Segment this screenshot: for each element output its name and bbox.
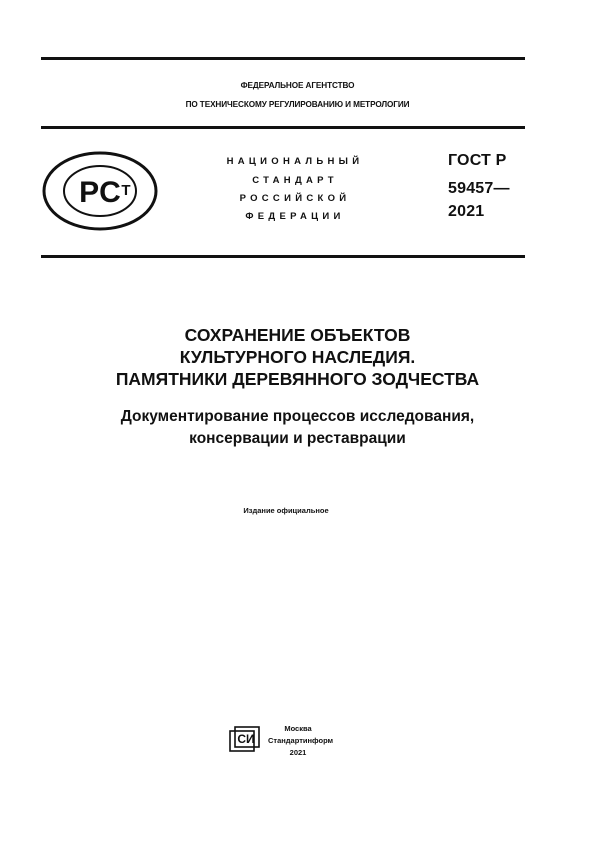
edition-note: Издание официальное (243, 506, 329, 515)
publisher-year: 2021 (289, 748, 307, 757)
standard-designation-year: 2021 (448, 203, 485, 220)
svg-text:PC: PC (79, 176, 121, 209)
standartinform-logo-icon (229, 726, 260, 752)
document-title-line1: СОХРАНЕНИЕ ОБЪЕКТОВ (184, 325, 411, 345)
top-rule (41, 57, 525, 60)
publisher-name: Стандартинформ (268, 736, 334, 745)
national-standard-line2: СТАНДАРТ (252, 175, 338, 186)
standard-designation-number: 59457— (448, 180, 510, 197)
national-standard-line4: ФЕДЕРАЦИИ (245, 211, 345, 222)
document-title-line3: ПАМЯТНИКИ ДЕРЕВЯННОГО ЗОДЧЕСТВА (115, 369, 480, 389)
middle-rule (41, 126, 525, 129)
standard-designation-prefix: ГОСТ Р (448, 152, 507, 169)
gost-r-logo-icon (42, 151, 158, 231)
svg-text:T: T (121, 182, 131, 199)
national-standard-line3: РОССИЙСКОЙ (239, 193, 351, 204)
document-subtitle-line1: Документирование процессов исследования, (120, 408, 475, 425)
bottom-rule (41, 255, 525, 258)
document-title-line2: КУЛЬТУРНОГО НАСЛЕДИЯ. (179, 347, 416, 367)
agency-name-line1: ФЕДЕРАЛЬНОЕ АГЕНТСТВО (240, 81, 355, 90)
national-standard-line1: НАЦИОНАЛЬНЫЙ (226, 156, 364, 167)
publisher-city: Москва (284, 724, 312, 733)
svg-text:СИ: СИ (237, 732, 255, 746)
agency-name-line2: ПО ТЕХНИЧЕСКОМУ РЕГУЛИРОВАНИЮ И МЕТРОЛОГИИ (185, 100, 410, 109)
document-subtitle-line2: консервации и реставрации (189, 430, 406, 447)
